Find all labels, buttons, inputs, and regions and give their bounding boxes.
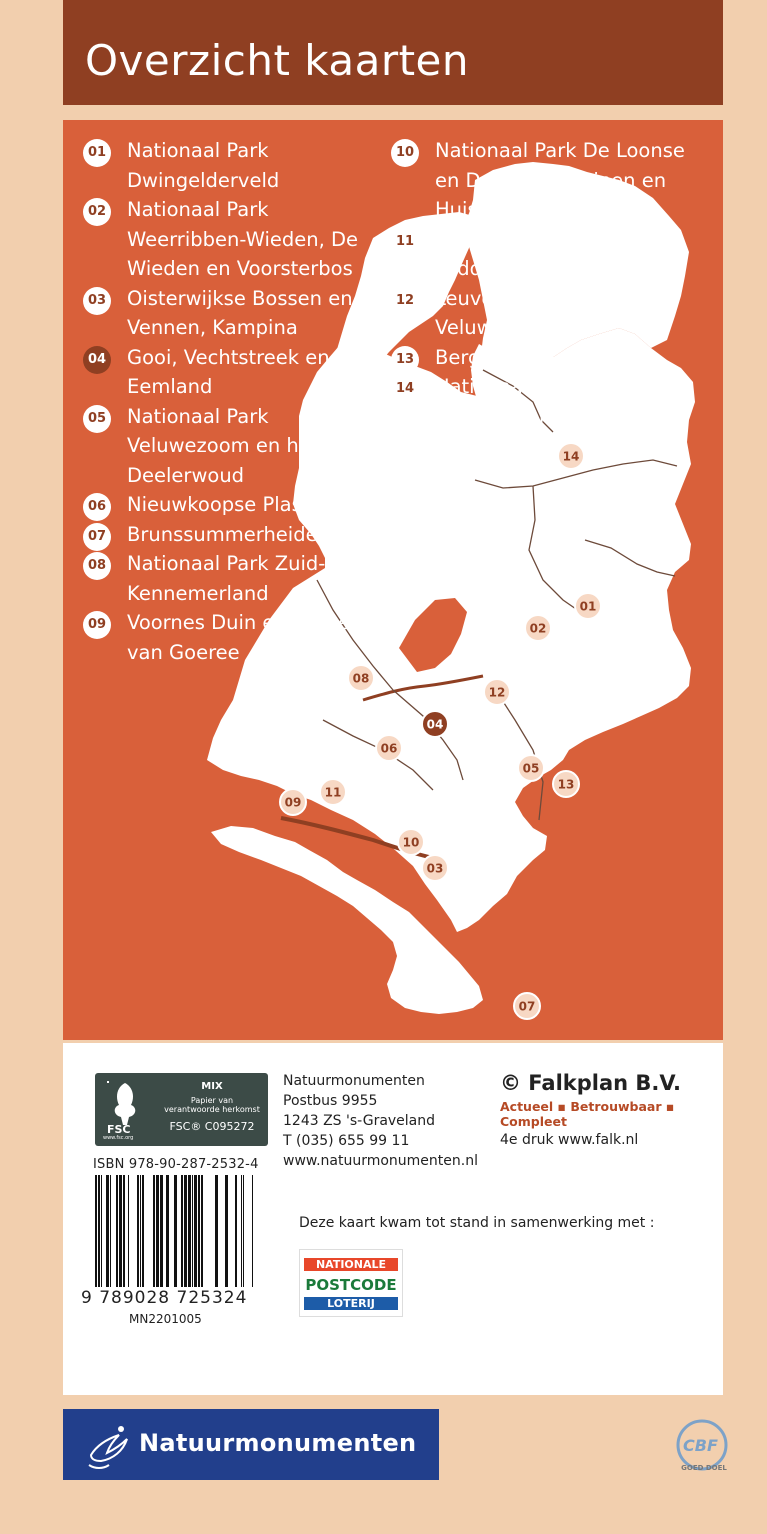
npl-line1: NATIONALE: [304, 1258, 398, 1271]
legend-number-badge: 05: [83, 405, 111, 433]
legend-item-12: [391, 284, 721, 343]
legend-label: Bergherbos: [435, 345, 548, 369]
legend-label: Nationaal Park Dwingelderveld: [127, 139, 280, 192]
legend-number-badge: 06: [83, 493, 111, 521]
map-marker-02: [525, 615, 551, 641]
legend-item-03: [83, 284, 383, 343]
contact-web: www.natuurmonumenten.nl: [283, 1153, 478, 1169]
cbf-subtitle: GOED DOEL: [681, 1464, 727, 1472]
map-marker-01: [575, 593, 601, 619]
legend-number-badge: 09: [83, 611, 111, 639]
map-marker-08: [348, 665, 374, 691]
legend-number-badge: 03: [83, 287, 111, 315]
map-marker-07: [514, 993, 540, 1019]
npl-line2: POSTCODE: [305, 1276, 397, 1294]
map-marker-14: [558, 443, 584, 469]
map-marker-label: 14: [562, 449, 580, 464]
overview-map-panel: [63, 120, 723, 1040]
legend-item-07: [83, 520, 383, 550]
legend-item-01: [83, 136, 383, 195]
fsc-mix: MIX: [201, 1081, 223, 1092]
legend-left-column: [83, 136, 383, 667]
legend-item-11: [391, 225, 721, 284]
legend-label: Voornes Duin en Duinen van Goeree: [127, 611, 363, 664]
map-marker-label: 10: [402, 835, 420, 850]
legend-item-13: [391, 343, 721, 373]
map-marker-10: [398, 829, 424, 855]
legend-item-02: [83, 195, 383, 284]
legend-label: Nationaal Park Veluwezoom en het Deelerwoud: [127, 404, 319, 487]
legend-label: Nationaal Park De Loonse en Drunense Duinen en Huis ter Heide: [435, 139, 685, 221]
map-marker-03: [422, 855, 448, 881]
contact-postbus: Postbus 9955: [283, 1093, 378, 1109]
map-marker-label: 11: [324, 785, 342, 800]
publisher-edition: 4e druk www.falk.nl: [500, 1132, 639, 1148]
legend-item-10: [391, 136, 721, 225]
fsc-label: [95, 1073, 268, 1146]
postcode-loterij-logo: [299, 1249, 403, 1317]
fsc-url: www.fsc.org: [103, 1135, 134, 1141]
info-panel: [63, 1043, 723, 1395]
legend-item-09: [83, 608, 383, 667]
legend-number-badge: 04: [83, 346, 111, 374]
map-marker-label: 08: [352, 671, 370, 686]
legend-number-badge: 08: [83, 552, 111, 580]
map-marker-label: 02: [529, 621, 547, 636]
legend-label: Nationaal Park Zuid- Kennemerland: [127, 552, 326, 605]
map-marker-09: [280, 789, 306, 815]
map-marker-label: 09: [284, 795, 302, 810]
legend-item-06: [83, 490, 383, 520]
map-marker-04: [422, 711, 448, 737]
map-marker-label: 01: [579, 599, 597, 614]
page-title: Overzicht kaarten: [85, 36, 470, 85]
header-banner: [63, 0, 723, 105]
map-marker-11: [320, 779, 346, 805]
map-marker-label: 06: [380, 741, 398, 756]
cbf-label: CBF: [683, 1436, 718, 1455]
contact-phone: T (035) 655 99 11: [283, 1133, 410, 1149]
legend-right-column: [391, 136, 721, 431]
legend-label: Brunssummerheide: [127, 522, 318, 546]
barcode: [95, 1175, 263, 1287]
map-marker-05: [518, 755, 544, 781]
legend-label: Nieuwkoopse Plassen: [127, 493, 337, 516]
barcode-digits: 9 789028 725324: [81, 1288, 248, 1308]
legend-label: Leuvenumse Bossen en Veluwemeerkust: [435, 286, 667, 339]
product-code: MN2201005: [129, 1312, 202, 1326]
legend-label: Rotterdams Platteland, Midden-Delfland: [435, 227, 659, 280]
contact-org: Natuurmonumenten: [283, 1073, 425, 1089]
map-marker-label: 03: [426, 861, 444, 876]
legend-label: Nationaal Park Weerribben-Wieden, De Wieden en Voorsterbos: [127, 198, 359, 280]
legend-label: Oisterwijkse Bossen en Vennen, Kampina: [127, 286, 353, 339]
bird-icon: [71, 1409, 141, 1480]
natuurmonumenten-logo: [63, 1409, 439, 1480]
map-marker-12: [484, 679, 510, 705]
legend-number-badge: 02: [83, 198, 111, 226]
legend-number-badge: 01: [83, 139, 111, 167]
legend-item-08: [83, 549, 383, 608]
fsc-code: FSC® C095272: [169, 1120, 255, 1133]
legend-number-badge: 12: [391, 287, 419, 315]
map-marker-13: [553, 771, 579, 797]
natuurmonumenten-logo-text: Natuurmonumenten: [139, 1429, 417, 1457]
fsc-text-block: [157, 1073, 267, 1133]
contact-city: 1243 ZS 's-Graveland: [283, 1113, 436, 1129]
cooperation-text: Deze kaart kwam tot stand in samenwerking met :: [299, 1215, 655, 1231]
contact-block: [283, 1071, 478, 1171]
legend-item-14: [391, 372, 721, 431]
legend-number-badge: 14: [391, 375, 419, 403]
map-marker-06: [376, 735, 402, 761]
fsc-line2: verantwoorde herkomst: [164, 1105, 260, 1114]
isbn-text: ISBN 978-90-287-2532-4: [93, 1157, 259, 1172]
map-marker-label: 04: [426, 717, 444, 732]
legend-number-badge: 11: [391, 228, 419, 256]
legend-number-badge: 07: [83, 523, 111, 551]
legend-label: Nationaal Park Schiermonnikoog: [435, 375, 604, 428]
legend-item-04: [83, 343, 383, 402]
map-marker-label: 05: [522, 761, 540, 776]
fsc-line1: Papier van: [190, 1096, 234, 1105]
publisher-name: © Falkplan B.V.: [500, 1071, 681, 1095]
legend-number-badge: 13: [391, 346, 419, 374]
map-marker-label: 13: [557, 777, 575, 792]
fsc-mark: FSC: [107, 1123, 131, 1136]
publisher-tagline: Actueel ▪ Betrouwbaar ▪ Compleet: [500, 1099, 675, 1129]
npl-line3: LOTERIJ: [304, 1297, 398, 1310]
legend-label: Gooi, Vechtstreek en Eemland: [127, 345, 330, 398]
legend-item-05: [83, 402, 383, 491]
map-marker-label: 12: [488, 685, 506, 700]
map-marker-label: 07: [518, 999, 536, 1014]
legend-number-badge: 10: [391, 139, 419, 167]
